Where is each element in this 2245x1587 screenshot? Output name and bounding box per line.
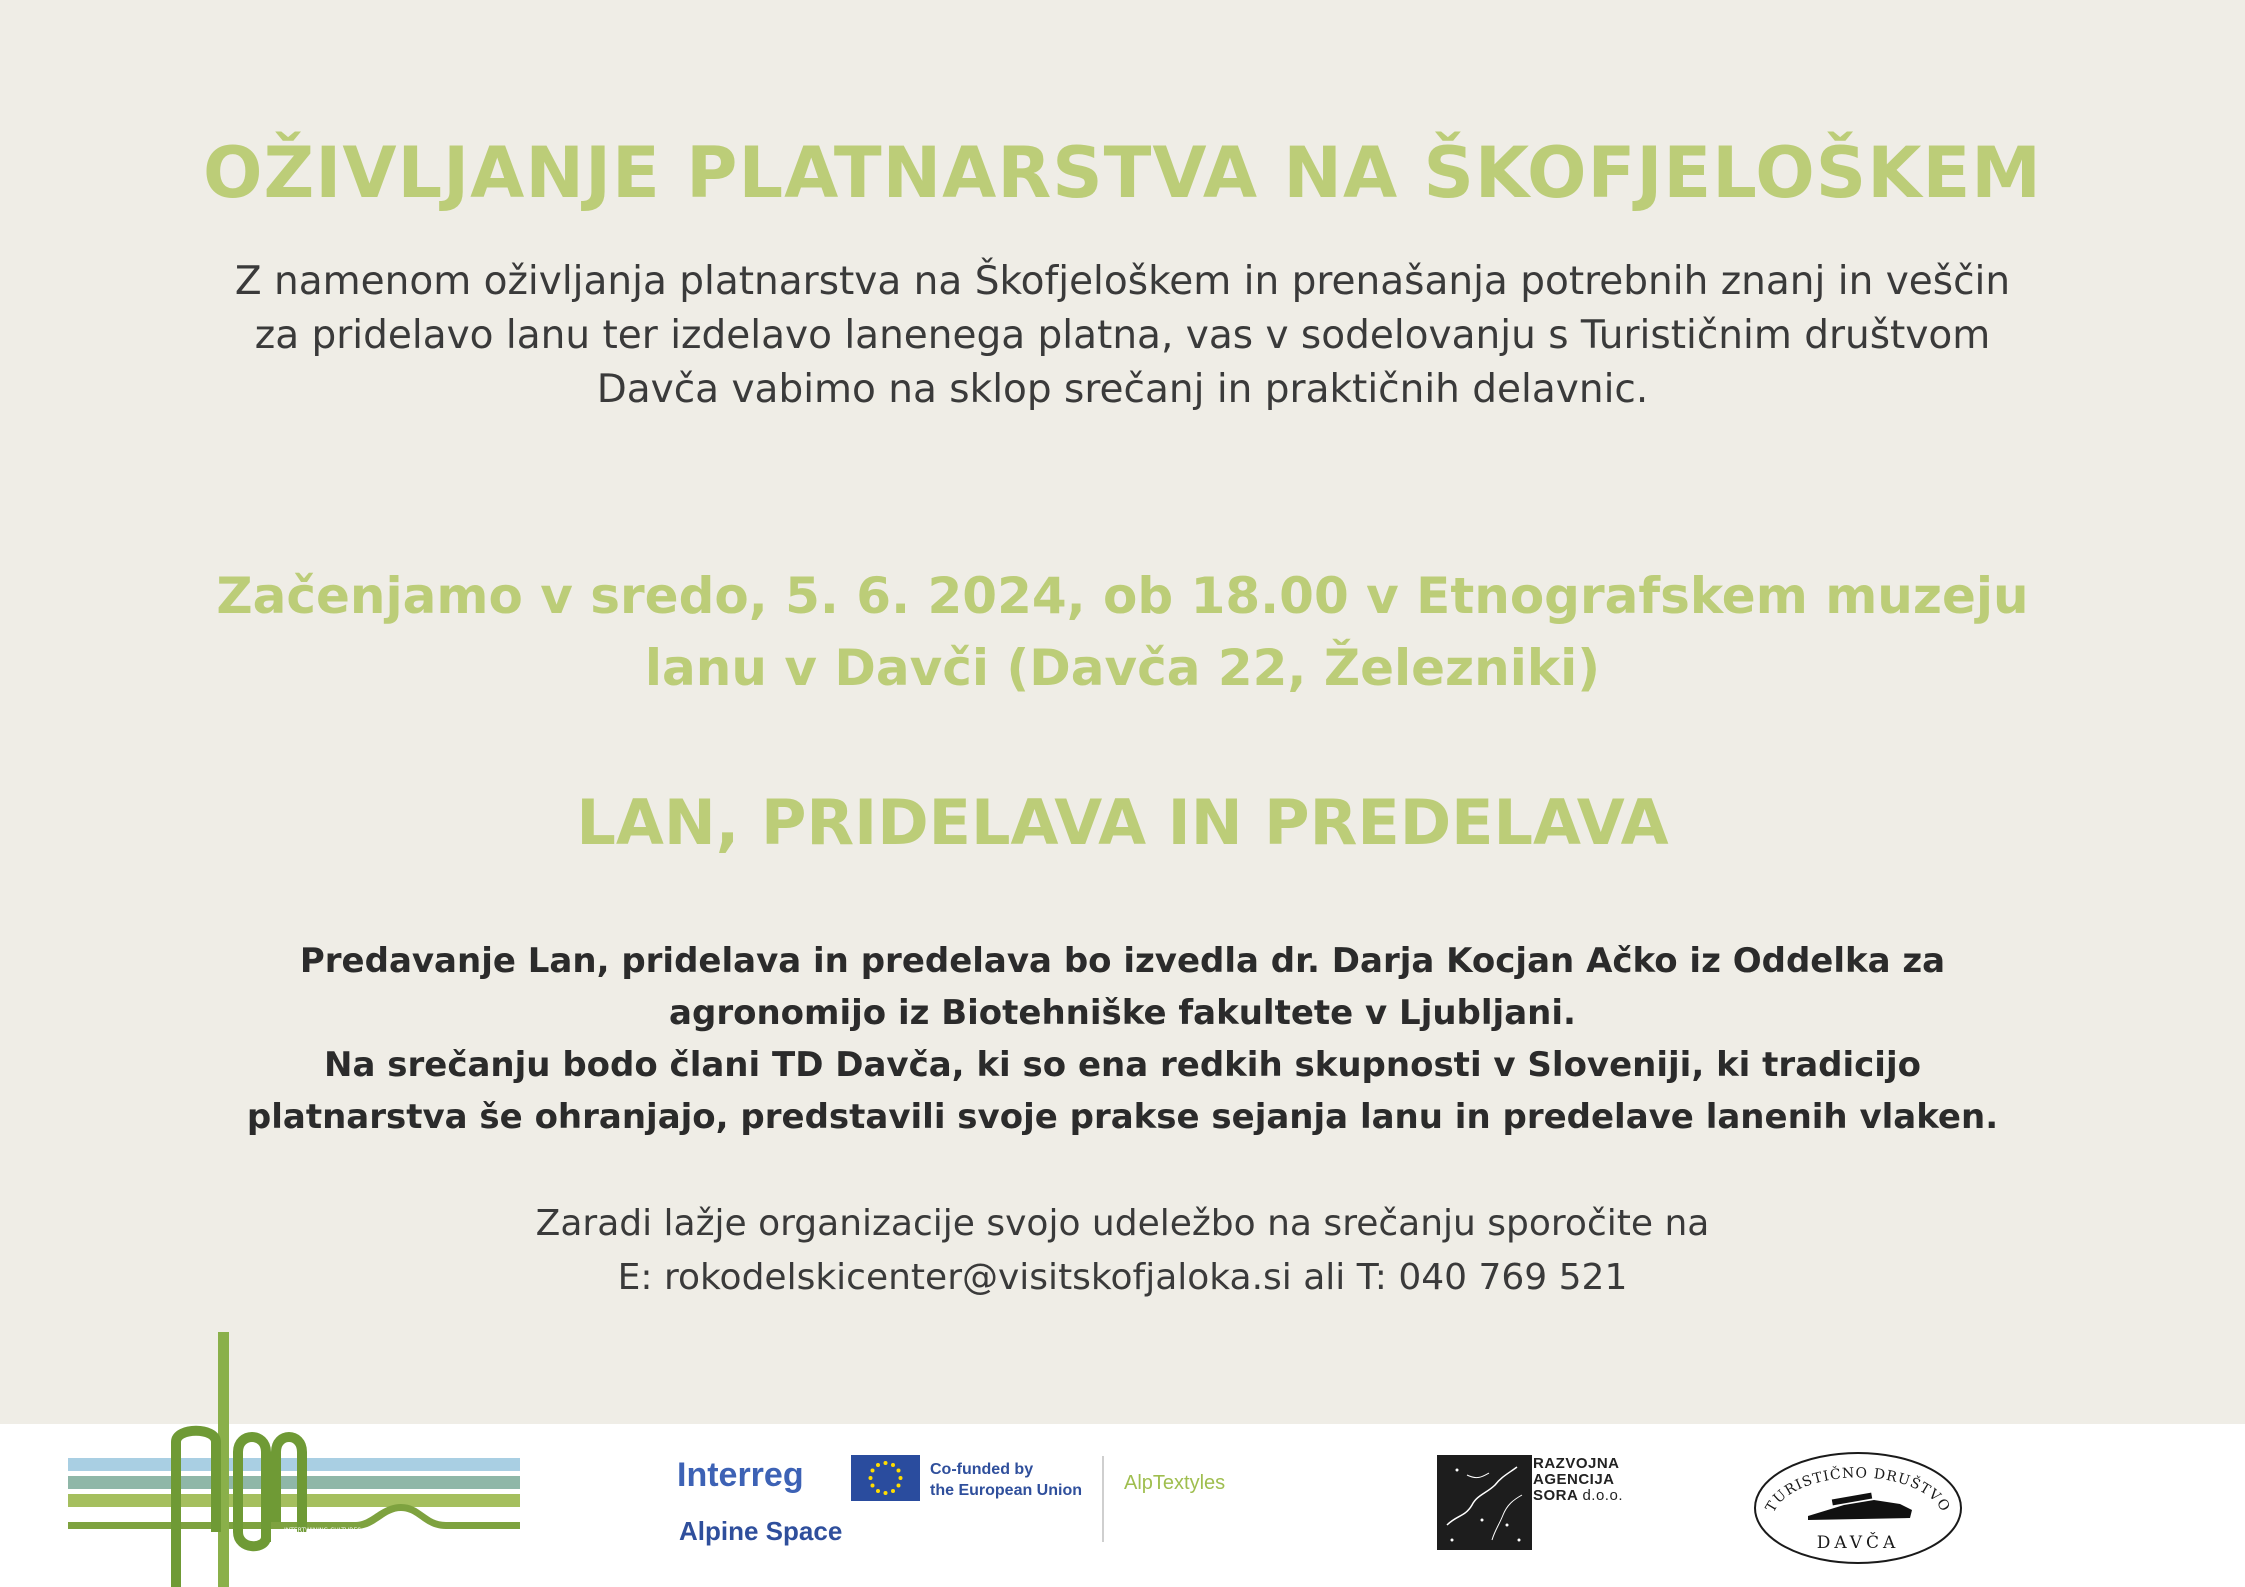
ras-line: RAZVOJNA <box>1533 1455 1620 1472</box>
eu-cofunded-text <box>930 1459 1082 1501</box>
contact-info <box>0 1197 2245 1305</box>
start-line: lanu v Davči (Davča 22, Železniki) <box>644 639 1601 697</box>
td-davca-logo <box>1752 1450 1964 1566</box>
ras-map-icon <box>1437 1455 1532 1550</box>
contact-line: Zaradi lažje organizacije svojo udeležbo na srečanju sporočite na <box>535 1203 1710 1244</box>
interreg-wordmark: Interreg <box>677 1456 804 1494</box>
intertwining-cultures-logo <box>66 1332 526 1587</box>
page-title: OŽIVLJANJE PLATNARSTVA NA ŠKOFJELOŠKEM <box>203 132 2042 214</box>
eu-flag-icon <box>851 1455 920 1501</box>
eu-line: Co-funded by <box>930 1461 1034 1478</box>
td-arc-text: TURISTIČNO DRUŠTVO <box>1762 1465 1954 1516</box>
intertwining-tagline: INTERTWINING CULTURES <box>284 1527 362 1534</box>
start-line: Začenjamo v sredo, 5. 6. 2024, ob 18.00 v Etnografskem muzeju <box>216 567 2029 625</box>
contact-email-phone: E: rokodelskicenter@visitskofjaloka.si ali T: 040 769 521 <box>617 1257 1628 1298</box>
lecture-paragraph <box>0 935 2245 1143</box>
ras-suffix: d.o.o. <box>1582 1487 1623 1504</box>
alptextyles-wordmark: AlpTextyles <box>1124 1472 1226 1494</box>
ras-text <box>1533 1456 1623 1504</box>
intro-paragraph <box>0 255 2245 417</box>
eu-line: the European Union <box>930 1482 1082 1499</box>
section-title: LAN, PRIDELAVA IN PREDELAVA <box>576 786 1669 859</box>
start-announcement <box>0 560 2245 704</box>
intro-line: za pridelavo lanu ter izdelavo lanenega platna, vas v sodelovanju s Turističnim društvom <box>254 313 1991 358</box>
lecture-line: platnarstva še ohranjajo, predstavili svoje prakse sejanja lanu in predelave lanenih vlaken. <box>246 1097 1999 1137</box>
ras-line: AGENCIJA <box>1533 1471 1615 1488</box>
alpine-space-wordmark: Alpine Space <box>679 1516 843 1546</box>
intro-line: Davča vabimo na sklop srečanj in praktičnih delavnic. <box>596 367 1649 412</box>
td-name-text: DAVČA <box>1816 1533 1900 1553</box>
lecture-line: Na srečanju bodo člani TD Davča, ki so ena redkih skupnosti v Sloveniji, ki tradicijo <box>324 1045 1921 1085</box>
intro-line: Z namenom oživljanja platnarstva na Škofjeloškem in prenašanja potrebnih znanj in veščin <box>234 259 2011 304</box>
lecture-line: Predavanje Lan, pridelava in predelava bo izvedla dr. Darja Kocjan Ačko iz Oddelka za <box>299 941 1946 981</box>
lecture-line: agronomijo iz Biotehniške fakultete v Ljubljani. <box>669 993 1576 1033</box>
logo-divider <box>1102 1456 1104 1542</box>
ras-line: SORA <box>1533 1487 1578 1504</box>
